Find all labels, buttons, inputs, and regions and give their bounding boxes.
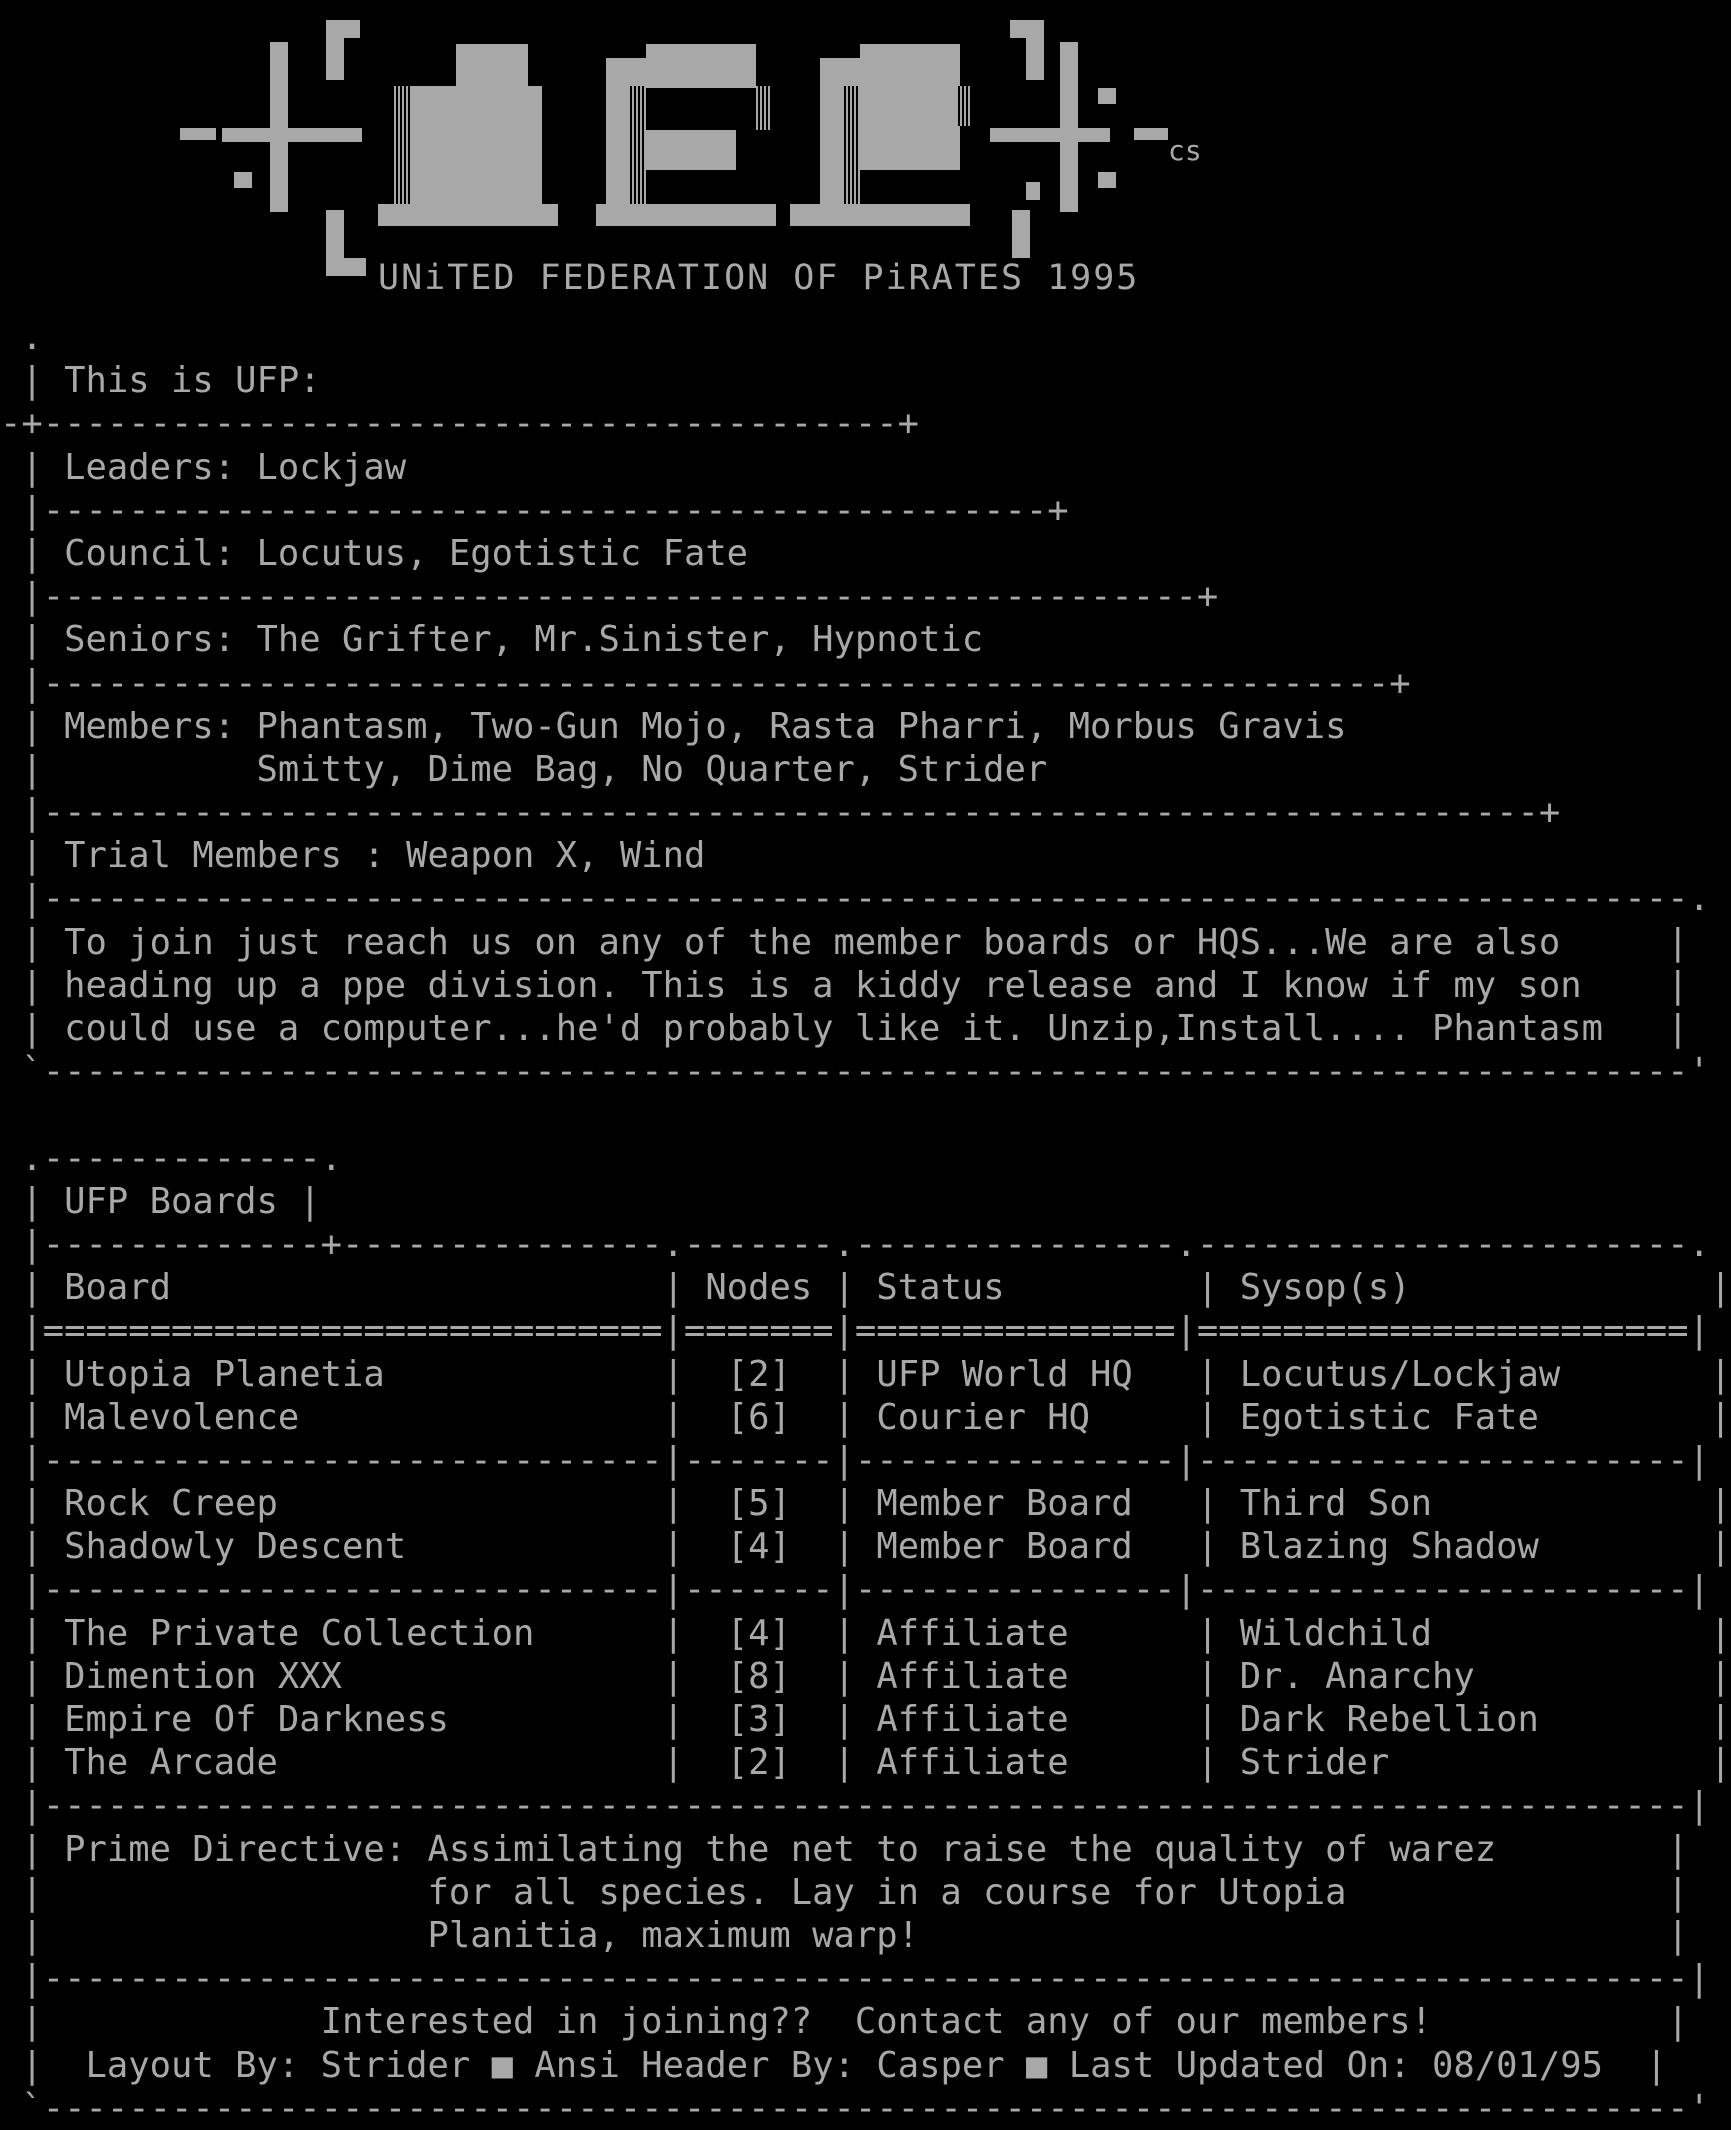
trial-label: Trial Members : <box>64 835 385 877</box>
col-header-status: Status <box>876 1267 1176 1309</box>
ansi-frame: | <box>0 360 65 402</box>
board-sysop: Egotistic Fate <box>1239 1396 1710 1438</box>
board-nodes: [3] <box>726 1699 834 1740</box>
board-row <box>0 1698 1731 1741</box>
separator-glyph: ■ <box>1025 2044 1048 2086</box>
join-note-line <box>0 1007 1731 1050</box>
logo-subtitle: UNiTED FEDERATION OF PiRATES 1995 <box>372 258 1145 298</box>
divider <box>0 1309 1731 1352</box>
ansi-frame: | <box>1175 1742 1240 1784</box>
ansi-frame: -+----------------------------------------+ <box>0 403 920 445</box>
ansi-body <box>0 316 1731 2130</box>
divider <box>0 489 1731 532</box>
divider <box>0 575 1731 618</box>
ansi-frame: | <box>1667 1914 1689 1956</box>
ansi-frame: | <box>0 1871 428 1913</box>
board-row <box>0 1655 1731 1698</box>
ansi-frame: .-------------. <box>0 1137 342 1179</box>
ansi-frame: | <box>641 1353 727 1395</box>
ansi-frame: | <box>0 1914 428 1956</box>
divider <box>0 1957 1731 2000</box>
ansi-frame: |----------------------------------------------------------------------+ <box>0 792 1561 834</box>
ansi-frame: | <box>1175 1396 1240 1438</box>
divider <box>0 1223 1731 1266</box>
divider <box>0 1568 1731 1611</box>
divider <box>0 662 1731 705</box>
ansi-frame <box>406 1829 427 1870</box>
board-status: Affiliate <box>876 1699 1176 1740</box>
boards-title-line <box>0 1180 1731 1223</box>
trial-line <box>0 834 1731 877</box>
ansi-frame <box>385 835 406 876</box>
board-row <box>0 1525 1731 1568</box>
board-name: Empire Of Darkness <box>64 1699 642 1740</box>
ansi-frame <box>470 2045 491 2086</box>
ansi-frame: | <box>0 1008 65 1049</box>
ansi-frame: | <box>0 1655 65 1697</box>
ufp-logo <box>0 0 1440 310</box>
ansi-frame: | <box>0 1267 65 1309</box>
join-note-text: heading up a ppe division. This is a kiddy release and I know if my son <box>64 964 1668 1006</box>
ansi-frame: | <box>1709 1699 1731 1740</box>
board-row <box>0 1353 1731 1396</box>
frame-line <box>0 1137 1731 1180</box>
logo-tag: cs <box>1168 134 1202 167</box>
join-note-line <box>0 964 1731 1007</box>
ansi-frame: | <box>0 2001 321 2043</box>
ansi-frame: | <box>0 1612 65 1654</box>
join-note-line <box>0 921 1731 964</box>
ansi-frame <box>1005 2045 1026 2086</box>
board-status: UFP World HQ <box>876 1353 1176 1395</box>
board-row <box>0 1396 1731 1439</box>
ansi-frame: | <box>641 1742 727 1784</box>
leaders-line <box>0 446 1731 489</box>
ansi-frame <box>1047 2045 1068 2086</box>
ansi-frame: |-----------------------------|-------|---------------|-----------------------| <box>0 1439 1710 1481</box>
board-nodes: [8] <box>726 1655 834 1697</box>
layout-label: Layout By: <box>85 2044 300 2086</box>
members-line <box>0 748 1731 791</box>
divider <box>0 877 1731 920</box>
ansi-frame: | <box>0 1396 65 1438</box>
footer-credits-line <box>0 2044 1731 2087</box>
board-status: Courier HQ <box>876 1396 1176 1438</box>
ansi-frame: | <box>0 1828 65 1870</box>
board-nodes: [5] <box>726 1483 834 1525</box>
leaders-label: Leaders: <box>64 446 236 488</box>
ansi-frame <box>299 2045 320 2086</box>
divider <box>0 791 1731 834</box>
ansi-frame: | <box>0 1353 65 1395</box>
ansi-frame: |=============================|=======|===============|=======================| <box>0 1310 1710 1352</box>
ansi-frame: | <box>0 748 257 790</box>
ansi-frame: |---------------------------------------------------------------+ <box>0 662 1411 704</box>
ansi-frame: `-----------------------------------------------------------------------------' <box>0 2087 1710 2129</box>
ansi-frame: | <box>0 1699 65 1740</box>
ansi-frame: | <box>641 1655 727 1697</box>
ansi-frame <box>235 706 256 747</box>
ansi-frame: | <box>1175 1655 1240 1697</box>
members-label: Members: <box>64 705 236 747</box>
ansi-frame: | <box>833 1526 877 1568</box>
members-value: Phantasm, Two-Gun Mojo, Rasta Pharri, Morbus Gravis <box>256 705 1347 747</box>
board-name: Dimention XXX <box>64 1655 642 1697</box>
board-sysop: Third Son <box>1239 1483 1710 1525</box>
prime-directive-line <box>0 1871 1731 1914</box>
ansi-frame: | <box>833 1396 877 1438</box>
ansi-frame: | <box>1175 1483 1240 1525</box>
board-name: The Private Collection <box>64 1612 642 1654</box>
members-value: Smitty, Dime Bag, No Quarter, Strider <box>256 748 1048 790</box>
ansi-frame: | <box>641 1483 727 1525</box>
roster-heading: This is UFP: <box>64 360 321 402</box>
ansi-frame: | <box>1709 1742 1731 1784</box>
board-sysop: Wildchild <box>1239 1612 1710 1654</box>
ansi-frame <box>0 1094 21 1135</box>
ansi-frame: | <box>1603 2044 1668 2086</box>
ansi-frame: |-----------------------------------------------+ <box>0 489 1069 531</box>
divider <box>0 402 1731 445</box>
board-status: Affiliate <box>876 1742 1176 1784</box>
board-row <box>0 1482 1731 1525</box>
ansi-frame: |-------------+---------------.-------.---------------.-----------------------. <box>0 1223 1710 1265</box>
ansi-frame: | <box>833 1483 877 1525</box>
board-name: Utopia Planetia <box>64 1353 642 1395</box>
council-value: Locutus, Egotistic Fate <box>256 532 749 574</box>
board-row <box>0 1612 1731 1655</box>
ansi-frame: | <box>1175 1526 1240 1568</box>
ansi-frame: | <box>1709 1353 1731 1395</box>
ansi-frame: | <box>0 835 65 877</box>
ansi-frame: | <box>0 446 65 488</box>
footer-invite: Interested in joining?? Contact any of our members! <box>320 2001 1668 2043</box>
board-name: The Arcade <box>64 1742 642 1784</box>
ansi-frame: | <box>0 921 65 963</box>
ansi-frame: | <box>1175 1267 1240 1309</box>
board-nodes: [2] <box>726 1742 834 1784</box>
ansi-frame: | <box>833 1742 877 1784</box>
header-by: Casper <box>876 2044 1005 2086</box>
ansi-frame: | <box>0 2044 86 2086</box>
board-sysop: Dark Rebellion <box>1239 1699 1710 1740</box>
ansi-frame: | <box>1709 1483 1731 1525</box>
seniors-label: Seniors: <box>64 619 236 661</box>
ansi-frame: | <box>1667 1008 1689 1049</box>
boards-header-row <box>0 1266 1731 1309</box>
ansi-frame: | <box>1175 1612 1240 1654</box>
ansi-frame: | <box>1709 1396 1731 1438</box>
ansi-frame: |-----------------------------------------------------------------------------| <box>0 1785 1710 1827</box>
divider <box>0 1050 1731 1093</box>
ansi-frame: | <box>833 1267 877 1309</box>
council-line <box>0 532 1731 575</box>
ansi-frame <box>513 2045 534 2086</box>
ansi-frame: | <box>641 1267 706 1309</box>
ansi-frame: | <box>0 619 65 661</box>
ansi-frame: | <box>1667 2001 1689 2043</box>
board-nodes: [4] <box>726 1526 834 1568</box>
ansi-frame <box>235 533 256 574</box>
updated-date: 08/01/95 <box>1432 2044 1604 2086</box>
separator-glyph: ■ <box>491 2044 513 2086</box>
ansi-frame: | <box>641 1526 727 1568</box>
frame-line <box>0 316 1731 359</box>
divider <box>0 1439 1731 1482</box>
col-header-nodes: Nodes <box>705 1267 834 1309</box>
ansi-frame: | <box>1667 964 1689 1006</box>
roster-heading-line <box>0 359 1731 402</box>
prime-directive-label: Prime Directive: <box>64 1828 407 1870</box>
prime-directive-line <box>0 1914 1731 1957</box>
prime-directive-text: for all species. Lay in a course for Utopia <box>427 1871 1668 1913</box>
ansi-frame: |-----------------------------------------------------------------------------. <box>0 878 1710 920</box>
ansi-frame: | <box>833 1612 877 1654</box>
board-status: Affiliate <box>876 1612 1176 1654</box>
blank <box>0 1093 1731 1136</box>
board-sysop: Blazing Shadow <box>1239 1526 1710 1568</box>
ansi-frame: | <box>1667 1871 1689 1913</box>
divider <box>0 2087 1731 2130</box>
board-status: Affiliate <box>876 1655 1176 1697</box>
boards-title: UFP Boards <box>64 1180 278 1222</box>
join-note-text: could use a computer...he'd probably like it. Unzip,Install.... Phantasm <box>64 1008 1668 1049</box>
ansi-frame: |------------------------------------------------------+ <box>0 576 1219 618</box>
layout-by: Strider <box>320 2044 471 2086</box>
prime-directive-text: Assimilating the net to raise the quality of warez <box>427 1828 1668 1870</box>
ansi-frame: | <box>641 1396 727 1438</box>
ansi-frame <box>1411 2045 1432 2086</box>
ansi-frame: | <box>1709 1526 1731 1568</box>
ansi-frame: | <box>1667 921 1689 963</box>
board-sysop: Strider <box>1239 1742 1710 1784</box>
ansi-frame: | <box>0 1742 65 1784</box>
board-name: Malevolence <box>64 1396 642 1438</box>
footer-line <box>0 2000 1731 2043</box>
ansi-frame: | <box>833 1655 877 1697</box>
ansi-frame: | <box>641 1699 727 1740</box>
header-label: Ansi Header By: <box>534 2044 855 2086</box>
ansi-frame: | <box>0 532 65 574</box>
ansi-frame: | <box>1709 1612 1731 1654</box>
board-nodes: [6] <box>726 1396 834 1438</box>
seniors-value: The Grifter, Mr.Sinister, Hypnotic <box>256 619 984 661</box>
seniors-line <box>0 618 1731 661</box>
ansi-frame: | <box>0 1483 65 1525</box>
ansi-frame <box>855 2045 876 2086</box>
col-header-sysop: Sysop(s) <box>1239 1267 1710 1309</box>
prime-directive-text: Planitia, maximum warp! <box>427 1914 1668 1956</box>
ansi-frame: | <box>0 964 65 1006</box>
ansi-frame: | <box>1709 1655 1731 1697</box>
ansi-frame: | <box>1175 1353 1240 1395</box>
ansi-frame: |-----------------------------------------------------------------------------| <box>0 1958 1710 2000</box>
ansi-frame: | <box>1667 1828 1689 1870</box>
board-sysop: Locutus/Lockjaw <box>1239 1353 1710 1395</box>
trial-value: Weapon X, Wind <box>406 835 706 877</box>
board-name: Shadowly Descent <box>64 1526 642 1568</box>
ansi-frame: | <box>833 1353 877 1395</box>
ansi-frame: . <box>0 317 43 358</box>
join-note-text: To join just reach us on any of the member boards or HQS...We are also <box>64 921 1668 963</box>
ansi-frame: | <box>0 705 65 747</box>
leaders-value: Lockjaw <box>256 446 407 488</box>
divider <box>0 1784 1731 1827</box>
board-nodes: [4] <box>726 1612 834 1654</box>
ansi-frame <box>235 619 256 660</box>
prime-directive-line <box>0 1828 1731 1871</box>
ansi-frame: | <box>1175 1699 1240 1740</box>
ansi-frame: | <box>277 1180 321 1222</box>
ansi-frame <box>235 447 256 488</box>
board-status: Member Board <box>876 1526 1176 1568</box>
ansi-frame: | <box>0 1526 65 1568</box>
council-label: Council: <box>64 532 236 574</box>
ansi-frame: |-----------------------------|-------|---------------|-----------------------| <box>0 1569 1710 1611</box>
ansi-frame: `-----------------------------------------------------------------------------' <box>0 1051 1710 1093</box>
ansi-frame: | <box>1709 1267 1731 1309</box>
ansi-frame: | <box>833 1699 877 1740</box>
updated-label: Last Updated On: <box>1068 2044 1411 2086</box>
board-status: Member Board <box>876 1483 1176 1525</box>
board-sysop: Dr. Anarchy <box>1239 1655 1710 1697</box>
board-name: Rock Creep <box>64 1483 642 1525</box>
board-nodes: [2] <box>726 1353 834 1395</box>
members-line <box>0 705 1731 748</box>
ansi-frame: | <box>641 1612 727 1654</box>
board-row <box>0 1741 1731 1784</box>
ansi-frame: | <box>0 1180 65 1222</box>
col-header-board: Board <box>64 1267 642 1309</box>
